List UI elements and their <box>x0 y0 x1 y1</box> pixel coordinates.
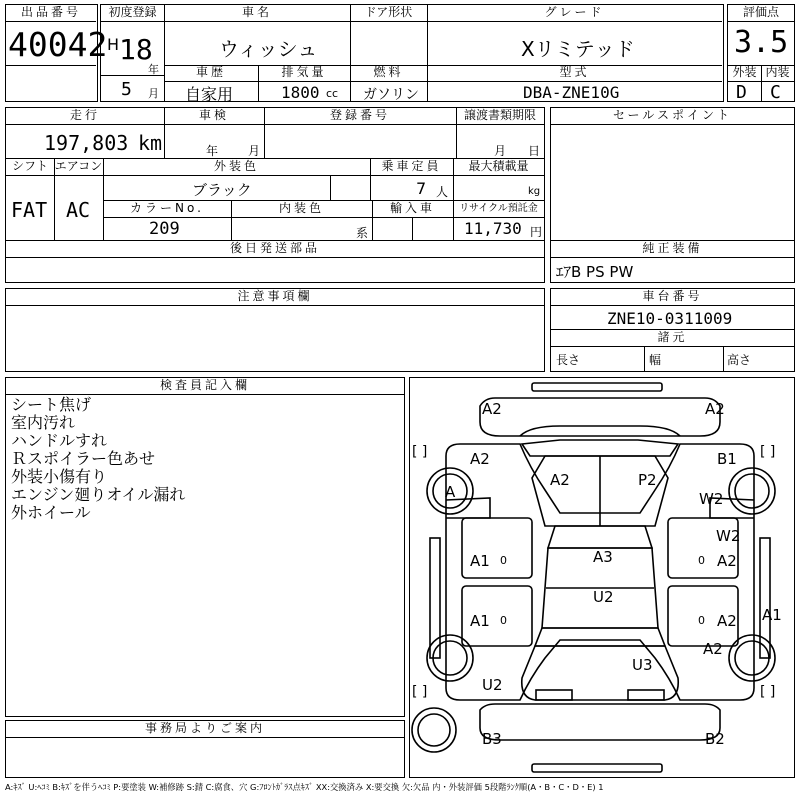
door-mark: 0 <box>500 554 507 567</box>
mileage-label: 走行 <box>69 108 100 122</box>
model-code-value: DBA-ZNE10G <box>523 83 620 102</box>
door-mark: 0 <box>698 614 705 627</box>
aircon-label: エアコン <box>54 159 103 173</box>
car-name-value: ウィッシュ <box>219 37 318 61</box>
mark-rear-gate: U3 <box>632 656 653 674</box>
lot-number-box <box>5 4 108 102</box>
door-mark: 0 <box>698 554 705 567</box>
caution-notes-box <box>5 288 545 372</box>
shift-label: シフト <box>11 159 48 173</box>
max-load-label: 最大積載量 <box>468 159 529 173</box>
mark-rear-roof: U2 <box>593 588 614 606</box>
inspection-label: 車検 <box>198 108 229 122</box>
color-no-label: カラーNo. <box>130 201 204 215</box>
mark-hood-left: A2 <box>550 471 570 489</box>
recycle-fee-value: 11,730 <box>464 219 522 238</box>
registration-number-label: 登録番号 <box>329 108 390 122</box>
color-no-value: 209 <box>149 219 180 239</box>
car-diagram <box>410 378 793 776</box>
transfer-month-unit: 月 <box>494 144 507 158</box>
inspector-note: ハンドルすれ <box>11 431 108 450</box>
length-label: 長さ <box>556 353 581 367</box>
exterior-grade-value: D <box>736 82 747 103</box>
capacity-value: 7 <box>416 179 427 198</box>
door-mark: 0 <box>500 614 507 627</box>
specs-box <box>5 107 545 241</box>
sales-points-label: セールスポイント <box>613 108 732 122</box>
inspector-note: シート焦げ <box>11 395 92 414</box>
car-diagram-box <box>409 377 795 778</box>
car-name-label: 車名 <box>241 5 272 19</box>
inspector-note: Ｒスポイラー色あせ <box>11 449 156 468</box>
mark-right-fender: B1 <box>717 450 737 468</box>
capacity-label: 乗車定員 <box>381 159 442 173</box>
bracket-mark: [ ] <box>412 444 428 460</box>
interior-grade-value: C <box>770 82 781 103</box>
door-type-label: ドア形状 <box>364 5 413 19</box>
caution-notes-label: 注意事項欄 <box>237 289 313 303</box>
score-box <box>727 4 795 102</box>
recycle-unit: 円 <box>530 225 543 239</box>
inspector-notes-box <box>5 377 405 717</box>
inspector-notes-list <box>11 396 185 522</box>
month-unit: 月 <box>148 87 159 100</box>
inspection-year-unit: 年 <box>206 144 219 158</box>
mark-right-rear-door: A2 <box>717 612 737 630</box>
lot-number-value: 40042 <box>8 25 108 64</box>
lot-number-label: 出品番号 <box>20 5 81 19</box>
score-label: 評価点 <box>742 5 779 19</box>
bracket-mark: [ ] <box>412 684 428 700</box>
inspector-note: 外装小傷有り <box>11 467 108 486</box>
interior-color-unit: 系 <box>356 226 369 240</box>
later-parts-label: 後日発送部品 <box>229 241 320 255</box>
mark-front-left-wheel: A <box>445 483 456 501</box>
exterior-label: 外装 <box>732 65 757 79</box>
mark-left-fender: A2 <box>470 450 490 468</box>
mark-rear-bumper-right: B2 <box>705 730 725 748</box>
inspection-month-unit: 月 <box>248 144 261 158</box>
mark-hood-right: P2 <box>638 471 657 489</box>
import-label: 輸入車 <box>389 201 435 215</box>
width-label: 幅 <box>649 353 662 367</box>
model-code-label: 型式 <box>559 65 590 79</box>
interior-color-label: 内装色 <box>278 201 324 215</box>
genuine-equipment-label: 純正装備 <box>642 241 703 255</box>
interior-label: 内装 <box>765 65 790 79</box>
chassis-number-value: ZNE10-0311009 <box>607 309 733 328</box>
score-value: 3.5 <box>734 25 789 60</box>
chassis-box <box>550 288 795 372</box>
mark-right-front-door: A2 <box>717 552 737 570</box>
mark-right-front-door-top: W2 <box>716 527 741 545</box>
grade-label: グレード <box>544 5 605 19</box>
mileage-unit: km <box>138 131 163 155</box>
chassis-number-label: 車台番号 <box>642 289 703 303</box>
transfer-docs-label: 譲渡書類期限 <box>463 108 536 122</box>
sales-points-box <box>550 107 795 241</box>
dimensions-label: 諸元 <box>657 330 688 344</box>
inspector-note: 室内汚れ <box>11 413 76 432</box>
legend-text: A:ｷｽﾞ U:ﾍｺﾐ B:ｷｽﾞを伴うﾍｺﾐ P:要塗装 W:補修跡 S:錆 C:腐食、穴 G:ﾌﾛﾝﾄｶﾞﾗｽ点ｷｽﾞ XX:交換済み X:要交換 欠:欠品 内・外装評価 5段階ﾗﾝｸ順(A・B・C・D・E) 1 <box>5 782 604 792</box>
mark-front-bumper-right: A2 <box>705 400 725 418</box>
year-unit: 年 <box>148 63 159 76</box>
mark-right-rear-side: A1 <box>762 606 782 624</box>
inspector-note: エンジン廻りオイル漏れ <box>11 485 186 504</box>
mark-left-rear-door: A1 <box>470 612 490 630</box>
displacement-unit: cc <box>326 87 339 100</box>
fuel-label: 燃料 <box>373 65 404 79</box>
mark-front-bumper-left: A2 <box>482 400 502 418</box>
mark-right-quarter: A2 <box>703 640 723 658</box>
transfer-day-unit: 日 <box>528 144 541 158</box>
inspector-notes-label: 検査員記入欄 <box>159 378 250 392</box>
mark-rear-bumper-left: B3 <box>482 730 502 748</box>
first-registration-label: 初度登録 <box>108 5 157 19</box>
genuine-equipment-box <box>550 240 795 283</box>
month-value: 5 <box>121 79 132 100</box>
height-label: 高さ <box>727 353 752 367</box>
mark-left-quarter: U2 <box>482 676 503 694</box>
later-parts-box <box>5 240 545 283</box>
history-label: 車歴 <box>195 65 226 79</box>
vehicle-info-box <box>100 4 724 102</box>
bracket-mark: [ ] <box>760 684 776 700</box>
office-notes-label: 事務局よりご案内 <box>144 721 265 735</box>
genuine-equipment-value: ｴｱB PS PW <box>556 263 634 281</box>
displacement-value: 1800 <box>281 83 320 102</box>
recycle-fee-label: リサイクル預託金 <box>459 203 538 214</box>
mileage-value: 197,803 <box>44 131 129 155</box>
exterior-color-value: ブラック <box>192 181 252 199</box>
history-value: 自家用 <box>185 85 234 104</box>
office-notes-box <box>5 720 405 778</box>
exterior-color-label: 外装色 <box>213 159 259 173</box>
displacement-label: 排気量 <box>281 65 327 79</box>
bracket-mark: [ ] <box>760 444 776 460</box>
capacity-unit: 人 <box>436 185 449 199</box>
year-value: 18 <box>119 33 153 66</box>
shift-value: FAT <box>11 198 48 222</box>
mark-right-wheel: W2 <box>699 490 724 508</box>
grade-value: Xリミテッド <box>521 37 635 61</box>
fuel-value: ガソリン <box>363 87 419 103</box>
inspector-note: 外ホイール <box>11 503 91 522</box>
max-load-unit: kg <box>528 186 541 197</box>
aircon-value: AC <box>66 198 91 222</box>
era-value: H <box>107 35 120 54</box>
mark-roof: A3 <box>593 548 613 566</box>
mark-left-front-door: A1 <box>470 552 490 570</box>
